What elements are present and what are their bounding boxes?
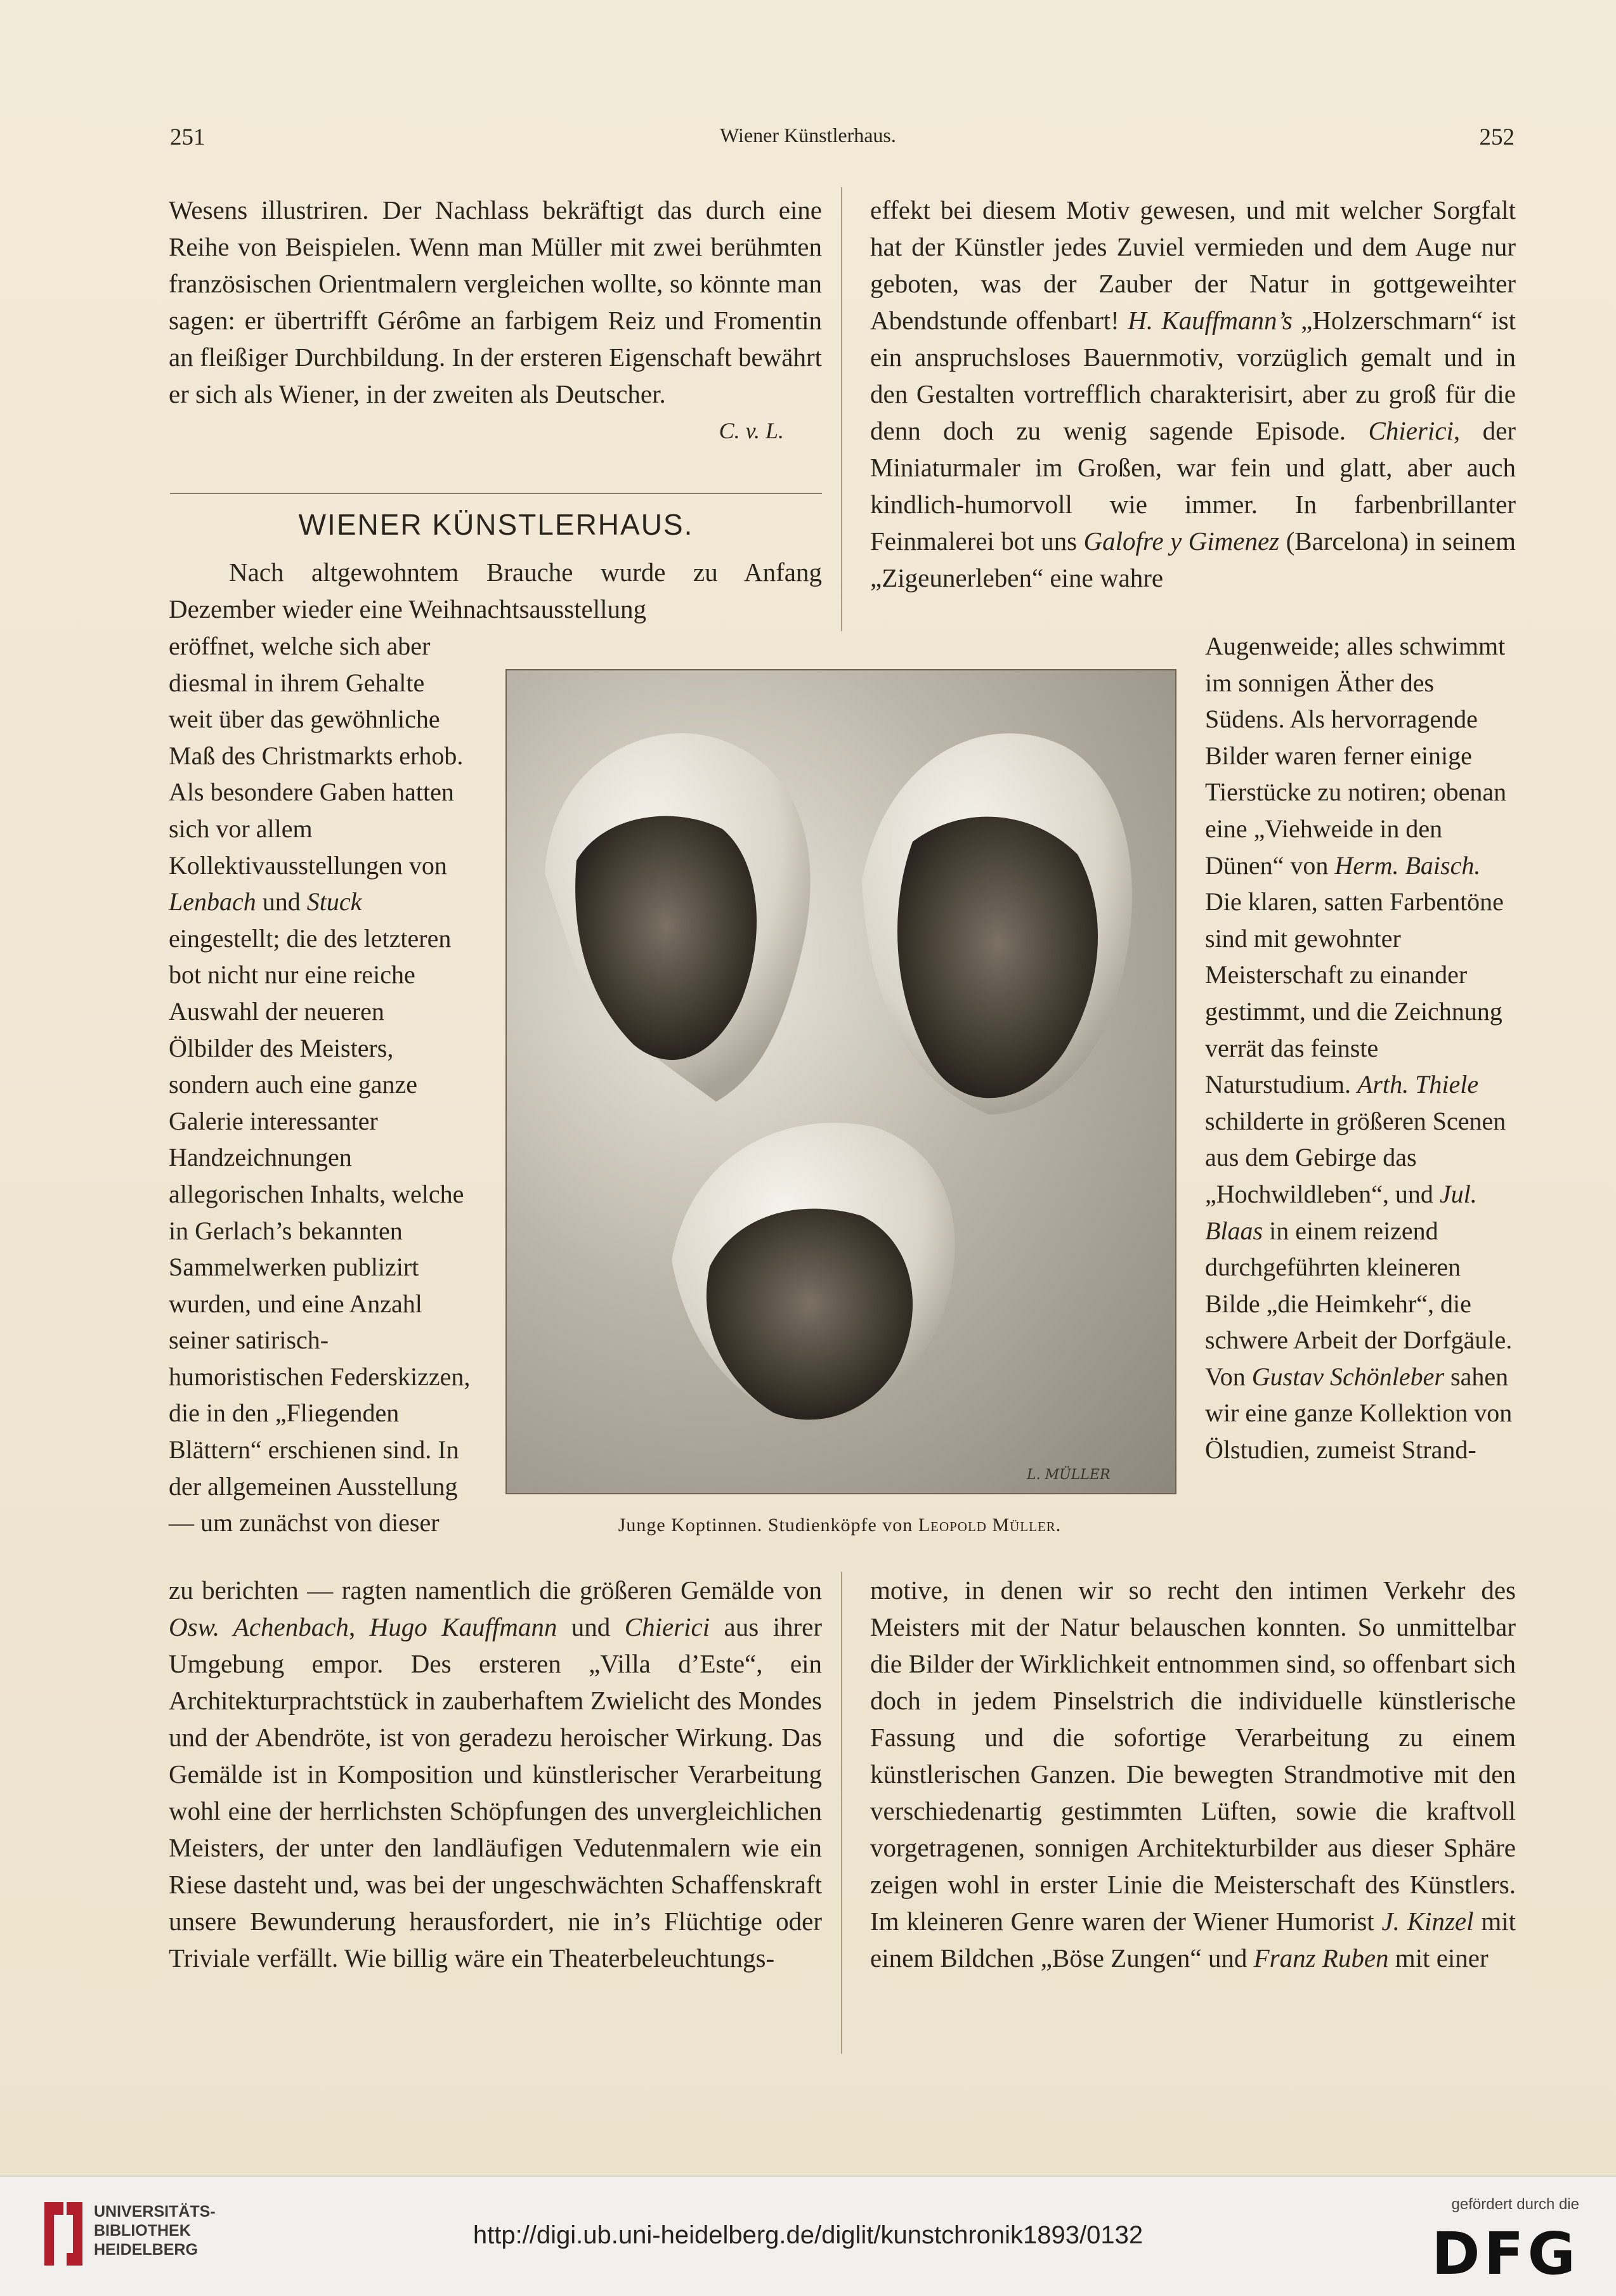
- author-signature: C. v. L.: [719, 418, 784, 443]
- name-chierici: Chierici: [624, 1612, 710, 1641]
- article-heading: WIENER KÜNSTLERHAUS.: [298, 508, 694, 541]
- left-wrap-text: eröffnet, welche sich aber diesmal in ihrem Gehalte weit über das gewöhnliche Maß des Christmarkts erhob. Als besondere Gaben hatten sich vor allem Kollektivausstellungen von Lenbach und Stuck eingestellt; die des letzteren bot nicht nur eine reiche Auswahl der neueren Ölbilder des Meisters, sondern auch eine ganze Galerie interessanter Handzeichnungen allegorischen Inhalts, welche in Gerlach’s bekannten Sammelwerken publizirt wurden, und eine Anzahl seiner satirisch-humoristischen Federskizzen, die in den „Fliegenden Blättern“ erschienen sind. In der allgemeinen Ausstellung — um zunächst von dieser: [169, 632, 471, 1537]
- column-right-wrap: [1205, 628, 1516, 1468]
- name-kinzel: J. Kinzel: [1381, 1907, 1474, 1936]
- permalink-url[interactable]: http://digi.ub.uni-heidelberg.de/diglit/kunstchronik1893/0132: [472, 2221, 1144, 2249]
- name-stuck: Stuck: [306, 887, 362, 916]
- head-bottom: [672, 1123, 955, 1425]
- head-left: [545, 733, 811, 1102]
- name-schoenleber: Gustav Schönleber: [1251, 1362, 1444, 1391]
- column-left-wrap: [169, 628, 473, 1541]
- name-ruben: Franz Ruben: [1253, 1943, 1389, 1973]
- column-right-bottom: [870, 1572, 1516, 1976]
- intro-text: Nach altgewohntem Brauche wurde zu Anfang Dezember wieder eine Weihnachtsausstellung: [169, 558, 822, 623]
- column-divider-bottom: [841, 1572, 842, 2054]
- name-blaas: Jul. Blaas: [1205, 1179, 1477, 1245]
- paragraph-achenbach: zu berichten — ragten namentlich die größeren Gemälde von Osw. Achenbach, Hugo Kauffmann und Chierici aus ihrer Umgebung empor. Des ersteren „Villa d’Este“, ein Architekturprachtstück in zauberhaftem Zwielicht des Mondes und der Abendröte, ist von geradezu heroischer Wirkung. Das Gemälde ist in Komposition und künstlerischer Verarbeitung wohl eine der herrlichsten Schöpfungen des unvergleichlichen Meisters, der unter den landläufigen Vedutenmalern wie ein Riese dasteht und, was bei der ungeschwächten Schaffenskraft unsere Bewunderung herausfordert, nie in’s Flüchtige oder Triviale verfällt. Wie billig wäre ein Theaterbeleuchtungs-: [169, 1575, 822, 1973]
- name-kauffmann: Hugo Kauffmann: [369, 1612, 557, 1641]
- paragraph-motive: motive, in denen wir so recht den intimen Verkehr des Meisters mit der Natur belauschen konnten. So unmittelbar die Bilder der Wirklichkeit entnommen sind, so offenbart sich doch in jedem Pinselstrich die individuelle künstlerische Fassung und die sofortige Verarbeitung zu einem künstlerischen Ganzen. Die bewegten Strandmotive mit den verschiedenartig gestimmten Lüften, sowie die kraftvoll vorgetragenen, sonnigen Architekturbilder aus dieser Sphäre zeigen wohl in erster Linie die Meisterschaft des Künstlers. Im kleineren Genre waren der Wiener Humorist J. Kinzel mit einem Bildchen „Böse Zungen“ und Franz Ruben mit einer: [870, 1575, 1516, 1973]
- name-thiele: Arth. Thiele: [1357, 1070, 1479, 1099]
- section-divider: [170, 493, 822, 494]
- running-title: Wiener Künstlerhaus.: [720, 124, 896, 147]
- name-lenbach: Lenbach: [169, 887, 256, 916]
- figure-caption: Junge Koptinnen. Studienköpfe von Leopold Müller.: [618, 1515, 1062, 1536]
- page-number-left: 251: [170, 124, 205, 150]
- paragraph-nachlass: Wesens illustriren. Der Nachlass bekräftigt das durch eine Reihe von Beispielen. Wenn man Müller mit zwei berühmten französischen Orientmalern vergleichen wollte, so könnte man sagen: er übertrifft Gérôme an farbigem Reiz und Fromentin an fleißiger Durchbildung. In der ersteren Eigenschaft bewährt er sich als Wiener, in der zweiten als Deutscher.: [169, 195, 822, 408]
- name-h-kauffmann: H. Kauffmann’s: [1128, 306, 1293, 335]
- name-baisch: Herm. Baisch.: [1334, 851, 1481, 880]
- university-library-name: UNIVERSITÄTS- BIBLIOTHEK HEIDELBERG: [94, 2203, 216, 2259]
- funding-label: gefördert durch die: [1451, 2196, 1579, 2213]
- article-intro: [169, 554, 822, 627]
- column-left-bottom: [169, 1572, 822, 1976]
- column-left-top: [169, 192, 822, 449]
- page-number-right: 252: [1479, 124, 1515, 150]
- name-chierici-2: Chierici: [1368, 416, 1454, 445]
- artist-signature: L. MÜLLER: [1027, 1467, 1111, 1483]
- head-right: [862, 733, 1132, 1114]
- illustration-koptinnen: [505, 669, 1176, 1494]
- viewer-footer: [0, 2175, 1616, 2296]
- dfg-logo[interactable]: DFG: [1431, 2220, 1579, 2288]
- portrait-heads-image: [507, 670, 1175, 1493]
- name-galofre: Galofre y Gimenez: [1083, 526, 1280, 556]
- right-wrap-text: Augenweide; alles schwimmt im sonnigen Äther des Südens. Als hervorragende Bilder waren ferner einige Tierstücke zu notiren; obenan eine „Viehweide in den Dünen“ von Herm. Baisch. Die klaren, satten Farbentöne sind mit gewohnter Meisterschaft zu einander gestimmt, und die Zeichnung verrät das feinste Naturstudium. Arth. Thiele schilderte in größeren Scenen aus dem Gebirge das „Hochwildleben“, und Jul. Blaas in einem reizend durchgeführten kleineren Bilde „die Heimkehr“, die schwere Arbeit der Dorfgäule. Von Gustav Schönleber sahen wir eine ganze Kollektion von Ölstudien, zumeist Strand-: [1205, 632, 1513, 1464]
- paragraph-effekt: effekt bei diesem Motiv gewesen, und mit welcher Sorgfalt hat der Künstler jedes Zuviel vermieden und dem Auge nur geboten, was der Zauber der Natur in gottgeweihter Abendstunde offenbart! H. Kauffmann’s „Holzerschmarn“ ist ein anspruchsloses Bauernmotiv, vorzüglich gemalt und in den Gestalten vortrefflich charakterisirt, aber zu groß für die denn doch zu wenig sagende Episode. Chierici, der Miniaturmaler im Großen, war fein und glatt, aber auch kindlich-humorvoll wie immer. In farbenbrillanter Feinmalerei bot uns Galofre y Gimenez (Barcelona) in seinem „Zigeunerleben“ eine wahre: [870, 195, 1516, 592]
- name-achenbach: Osw. Achenbach: [169, 1612, 349, 1641]
- column-right-top: [870, 192, 1516, 596]
- column-divider-top: [841, 187, 842, 631]
